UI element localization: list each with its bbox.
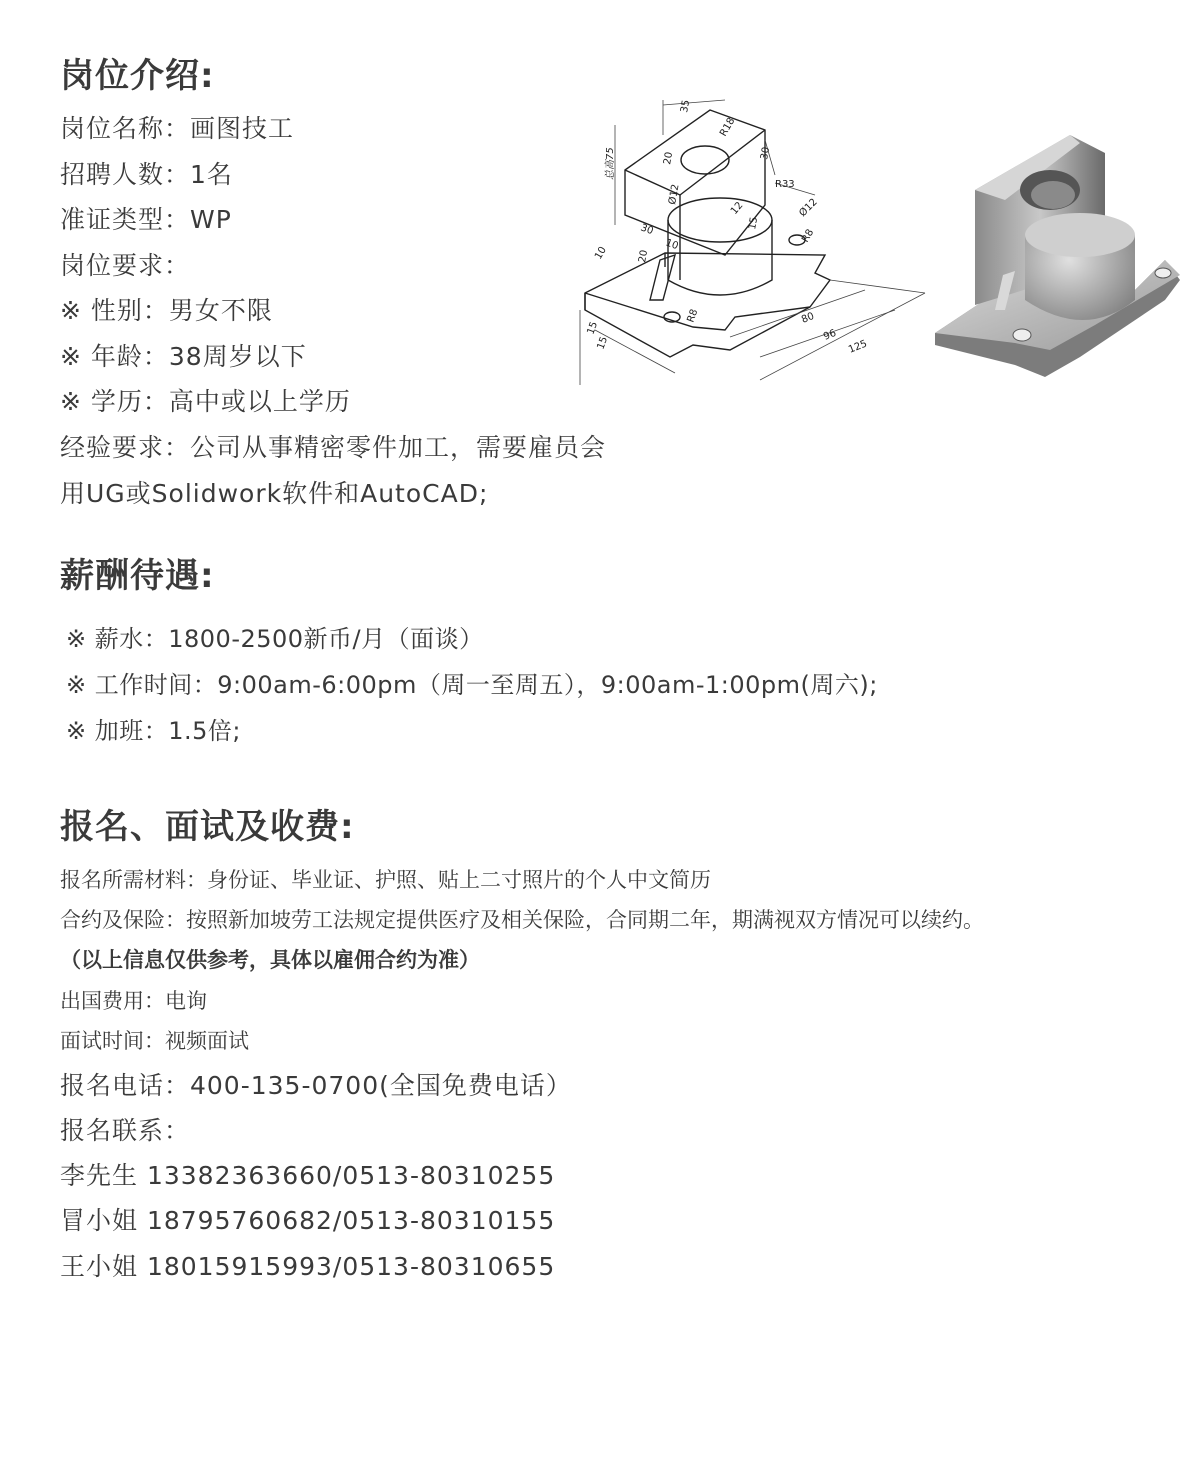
technical-drawing — [580, 100, 925, 385]
experience-requirement: 经验要求：公司从事精密零件加工，需要雇员会 — [60, 433, 607, 462]
dim-label: Ø12 — [667, 183, 682, 206]
dim-label: 30 — [759, 146, 773, 161]
dim-label: 20 — [637, 249, 651, 264]
cad-part-illustration — [575, 95, 1185, 400]
dim-label: 总高75 — [605, 147, 616, 180]
salary: ※ 薪水：1800-2500新币/月（面谈） — [66, 625, 484, 653]
requirement-gender: ※ 性别：男女不限 — [60, 296, 273, 325]
dim-label: 10 — [663, 237, 680, 253]
contact-heading: 报名联系： — [60, 1116, 191, 1145]
part-3d-render — [935, 135, 1180, 377]
dim-label: 30 — [638, 222, 655, 238]
working-hours: ※ 工作时间：9:00am-6:00pm（周一至周五），9:00am-1:00pm(周六); — [66, 671, 878, 699]
dim-label: 20 — [662, 151, 676, 166]
section-title-salary: 薪酬待遇: — [60, 556, 215, 596]
contact-mao: 冒小姐 18795760682/0513-80310155 — [60, 1206, 556, 1235]
disclaimer: （以上信息仅供参考，具体以雇佣合约为准） — [60, 948, 480, 972]
requirement-education: ※ 学历：高中或以上学历 — [60, 387, 351, 416]
experience-requirement-cont: 用UG或Solidwork软件和AutoCAD; — [60, 479, 489, 508]
dim-label: 15 — [747, 216, 761, 231]
dim-label: R33 — [775, 179, 795, 190]
hotline: 报名电话：400-135-0700(全国免费电话） — [60, 1071, 572, 1100]
dim-label: R8 — [685, 307, 701, 325]
interview-method: 面试时间：视频面试 — [60, 1029, 249, 1053]
dim-label: 15 — [585, 320, 601, 337]
dim-label: R8 — [800, 227, 817, 245]
headcount: 招聘人数：1名 — [60, 160, 233, 189]
drawing-dimension-labels — [585, 99, 868, 356]
travel-cost: 出国费用：电询 — [60, 989, 207, 1013]
dim-label: 80 — [800, 310, 816, 326]
dim-label: 12 — [728, 200, 746, 217]
dim-label: 96 — [822, 327, 838, 343]
contact-li: 李先生 13382363660/0513-80310255 — [60, 1161, 556, 1190]
overtime: ※ 加班：1.5倍; — [66, 717, 241, 745]
contract-insurance: 合约及保险：按照新加坡劳工法规定提供医疗及相关保险，合同期二年，期满视双方情况可以续约。 — [60, 908, 984, 932]
dim-label: 15 — [595, 335, 611, 352]
contact-wang: 王小姐 18015915993/0513-80310655 — [60, 1252, 556, 1281]
dim-label: 10 — [593, 244, 609, 262]
section-title-application: 报名、面试及收费: — [60, 807, 355, 847]
section-title-job-intro: 岗位介绍: — [60, 56, 215, 96]
required-materials: 报名所需材料：身份证、毕业证、护照、贴上二寸照片的个人中文简历 — [60, 868, 711, 892]
requirement-age: ※ 年龄：38周岁以下 — [60, 342, 307, 371]
permit-type: 准证类型：WP — [60, 205, 232, 234]
requirements-heading: 岗位要求： — [60, 251, 191, 280]
dim-label: 125 — [847, 338, 869, 356]
job-name: 岗位名称：画图技工 — [60, 114, 295, 143]
dim-label: Ø12 — [797, 196, 820, 220]
dim-label: R18 — [718, 115, 738, 139]
dim-label: 35 — [679, 99, 693, 114]
